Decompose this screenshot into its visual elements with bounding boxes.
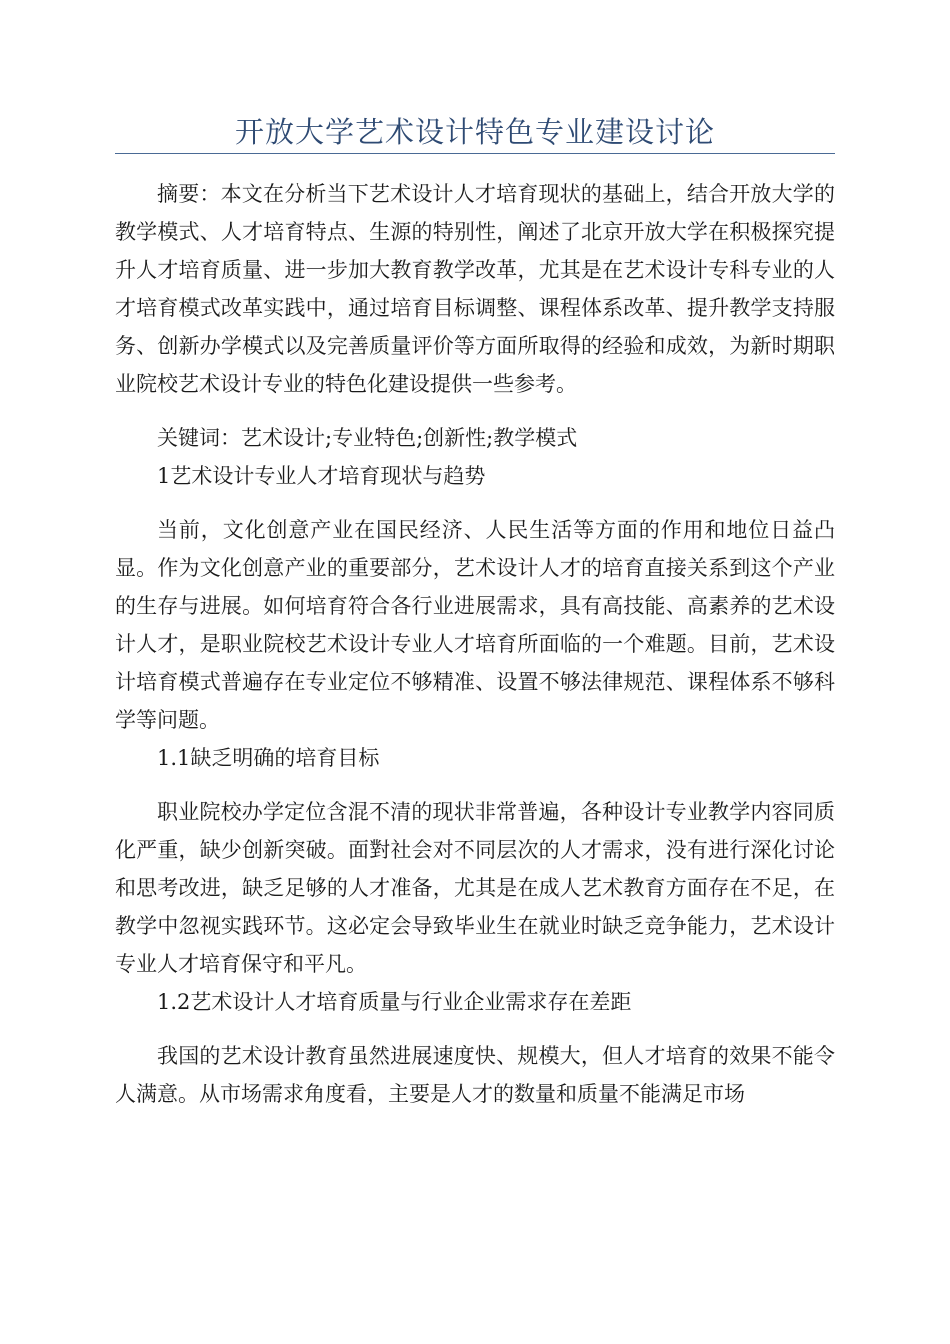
section-1-2-paragraph: 我国的艺术设计教育虽然进展速度快、规模大，但人才培育的效果不能令人满意。从市场需求角度看，主要是人才的数量和质量不能满足市场: [115, 1044, 835, 1106]
section-1-paragraph: 当前，文化创意产业在国民经济、人民生活等方面的作用和地位日益凸显。作为文化创意产业的重要部分，艺术设计人才的培育直接关系到这个产业的生存与进展。如何培育符合各行业进展需求，具有高技能、高素养的艺术设计人才，是职业院校艺术设计专业人才培育所面临的一个难题。目前，艺术设计培育模式普遍存在专业定位不够精准、设置不够法律规范、课程体系不够科学等问题。: [115, 518, 835, 732]
section-1-1-paragraph: 职业院校办学定位含混不清的现状非常普遍，各种设计专业教学内容同质化严重，缺少创新突破。面對社会对不同层次的人才需求，没有进行深化讨论和思考改进，缺乏足够的人才准备，尤其是在成人艺术教育方面存在不足，在教学中忽视实践环节。这必定会导致毕业生在就业时缺乏竞争能力，艺术设计专业人才培育保守和平凡。: [115, 800, 835, 976]
abstract-paragraph: 摘要：本文在分析当下艺术设计人才培育现状的基础上，结合开放大学的教学模式、人才培育特点、生源的特别性，阐述了北京开放大学在积极探究提升人才培育质量、进一步加大教育教学改革，尤其是在艺术设计专科专业的人才培育模式改革实践中，通过培育目标调整、课程体系改革、提升教学支持服务、创新办学模式以及完善质量评价等方面所取得的经验和成效，为新时期职业院校艺术设计专业的特色化建设提供一些参考。: [115, 182, 835, 396]
section-1-heading: 1艺术设计专业人才培育现状与趋势: [157, 464, 486, 488]
document-title: 开放大学艺术设计特色专业建设讨论: [234, 115, 715, 149]
title-underline: [115, 153, 835, 154]
document-page: [115, 0, 835, 1113]
keywords-line: 关键词：艺术设计;专业特色;创新性;教学模式: [157, 426, 578, 450]
section-1-2-heading: 1.2艺术设计人才培育质量与行业企业需求存在差距: [157, 990, 632, 1014]
document-body: [115, 175, 835, 1113]
section-1-1-heading: 1.1缺乏明确的培育目标: [157, 746, 380, 770]
